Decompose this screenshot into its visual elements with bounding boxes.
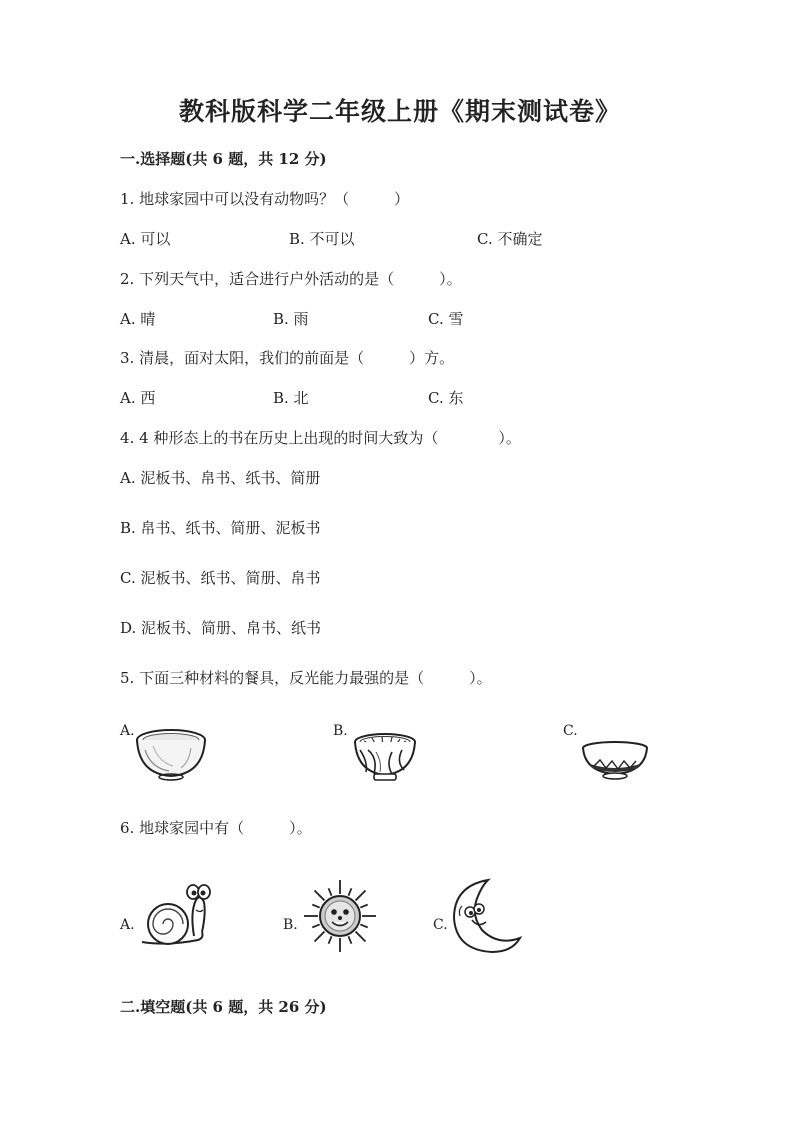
q4-option-d[interactable]: D. 泥板书、简册、帛书、纸书 (120, 619, 322, 637)
sun-ray (348, 936, 351, 943)
q1-option-a[interactable]: A. 可以 (120, 230, 171, 248)
sun-ray (315, 932, 325, 942)
q5-option-c-label[interactable]: C. (563, 723, 578, 739)
q6-option-c-label[interactable]: C. (433, 917, 448, 933)
question-4: 4. 4 种形态上的书在历史上出现的时间大致为（ ）。 (120, 429, 521, 447)
page-title: 教科版科学二年级上册《期末测试卷》 (178, 97, 621, 126)
section-heading-fill-blank: 二.填空题(共 6 题，共 26 分) (120, 998, 327, 1016)
q4-option-b[interactable]: B. 帛书、纸书、简册、泥板书 (120, 519, 321, 537)
q5-option-a-label[interactable]: A. (120, 723, 135, 739)
question-6: 6. 地球家园中有（ ）。 (120, 819, 312, 837)
q2-option-b[interactable]: B. 雨 (273, 310, 309, 328)
q3-option-b[interactable]: B. 北 (273, 389, 309, 407)
sun-ray (356, 932, 366, 942)
question-3: 3. 清晨，面对太阳，我们的前面是（ ）方。 (120, 349, 455, 367)
q6-option-b-label[interactable]: B. (283, 917, 298, 933)
q1-option-c[interactable]: C. 不确定 (477, 230, 543, 248)
q2-option-a[interactable]: A. 晴 (120, 310, 156, 328)
ceramic-bowl-icon[interactable] (580, 740, 650, 782)
moon-icon[interactable] (448, 876, 524, 956)
sun-ray (329, 936, 332, 943)
q3-option-c[interactable]: C. 东 (428, 389, 464, 407)
sun-ray (360, 924, 367, 927)
sun-ray (348, 888, 351, 895)
question-5: 5. 下面三种材料的餐具，反光能力最强的是（ ）。 (120, 669, 492, 687)
q6-option-a-label[interactable]: A. (120, 917, 135, 933)
question-2: 2. 下列天气中，适合进行户外活动的是（ ）。 (120, 270, 462, 288)
q4-option-c[interactable]: C. 泥板书、纸书、简册、帛书 (120, 569, 321, 587)
sun-icon[interactable] (302, 878, 378, 954)
q2-option-c[interactable]: C. 雪 (428, 310, 464, 328)
sun-ray (312, 924, 319, 927)
q3-option-a[interactable]: A. 西 (120, 389, 156, 407)
sun-ray (360, 905, 367, 908)
sun-ray (356, 891, 366, 901)
wooden-bowl-icon[interactable] (352, 732, 418, 784)
sun-ray (315, 891, 325, 901)
sun-ray (312, 905, 319, 908)
sun-ray (329, 888, 332, 895)
snail-icon[interactable] (138, 880, 214, 950)
q5-option-b-label[interactable]: B. (333, 723, 348, 739)
question-1: 1. 地球家园中可以没有动物吗？（ ） (120, 190, 410, 208)
q4-option-a[interactable]: A. 泥板书、帛书、纸书、简册 (120, 469, 321, 487)
q1-option-b[interactable]: B. 不可以 (289, 230, 355, 248)
section-heading-choice: 一.选择题(共 6 题，共 12 分) (120, 150, 327, 168)
metal-bowl-icon[interactable] (133, 728, 209, 782)
